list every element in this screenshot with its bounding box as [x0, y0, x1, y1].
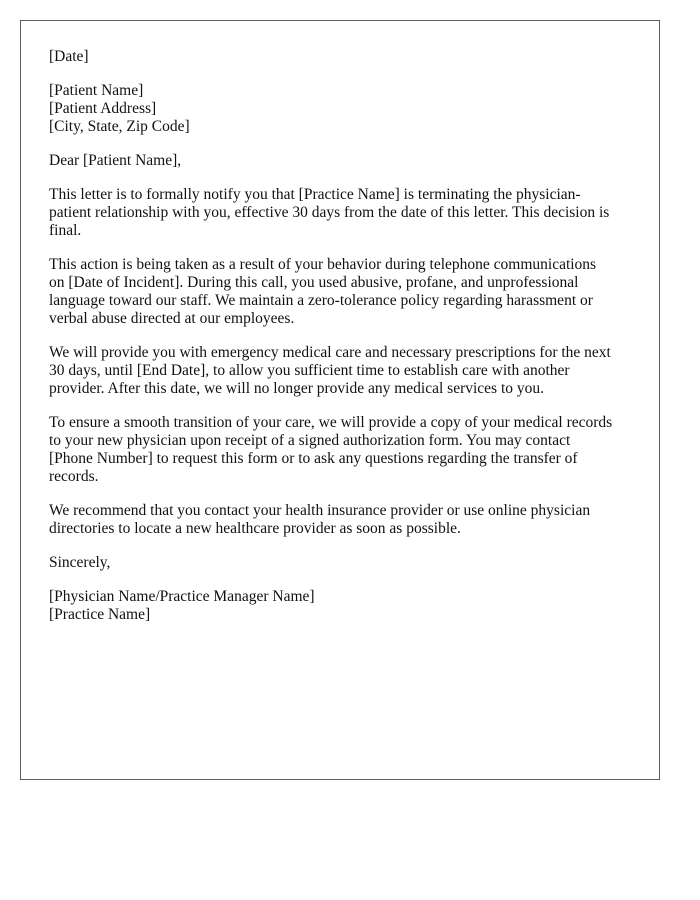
practice-name: [Practice Name] — [49, 606, 151, 623]
paragraph-line: This letter is to formally notify you that [Practice Name] is terminating the physician- — [49, 186, 581, 203]
body-paragraph-5 — [49, 502, 631, 538]
body-paragraph-4 — [49, 414, 631, 486]
paragraph-line: 30 days, until [End Date], to allow you sufficient time to establish care with another — [49, 362, 570, 379]
letter-page — [20, 20, 660, 780]
paragraph-line: patient relationship with you, effective 30 days from the date of this letter. This decision is — [49, 204, 610, 221]
closing — [49, 554, 631, 572]
city-state-zip: [City, State, Zip Code] — [49, 118, 190, 135]
paragraph-line: directories to locate a new healthcare provider as soon as possible. — [49, 520, 461, 537]
paragraph-line: provider. After this date, we will no longer provide any medical services to you. — [49, 380, 545, 397]
letter-date: [Date] — [49, 48, 89, 65]
paragraph-line: language toward our staff. We maintain a zero-tolerance policy regarding harassment or — [49, 292, 593, 309]
patient-address: [Patient Address] — [49, 100, 157, 117]
signer-name: [Physician Name/Practice Manager Name] — [49, 588, 315, 605]
paragraph-line: on [Date of Incident]. During this call, you used abusive, profane, and unprofessional — [49, 274, 579, 291]
closing-text: Sincerely, — [49, 554, 111, 571]
body-paragraph-2 — [49, 256, 631, 328]
salutation-text: Dear [Patient Name], — [49, 152, 182, 169]
paragraph-line: final. — [49, 222, 82, 239]
patient-name: [Patient Name] — [49, 82, 144, 99]
paragraph-line: To ensure a smooth transition of your care, we will provide a copy of your medical records — [49, 414, 613, 431]
paragraph-line: We will provide you with emergency medical care and necessary prescriptions for the next — [49, 344, 611, 361]
recipient-address-block — [49, 82, 631, 136]
paragraph-line: This action is being taken as a result of your behavior during telephone communications — [49, 256, 597, 273]
date-block — [49, 48, 631, 66]
body-paragraph-1 — [49, 186, 631, 240]
paragraph-line: [Phone Number] to request this form or to ask any questions regarding the transfer of — [49, 450, 578, 467]
paragraph-line: We recommend that you contact your health insurance provider or use online physician — [49, 502, 591, 519]
salutation — [49, 152, 631, 170]
paragraph-line: to your new physician upon receipt of a signed authorization form. You may contact — [49, 432, 571, 449]
paragraph-line: verbal abuse directed at our employees. — [49, 310, 295, 327]
paragraph-line: records. — [49, 468, 99, 485]
body-paragraph-3 — [49, 344, 631, 398]
signature-block — [49, 588, 631, 624]
